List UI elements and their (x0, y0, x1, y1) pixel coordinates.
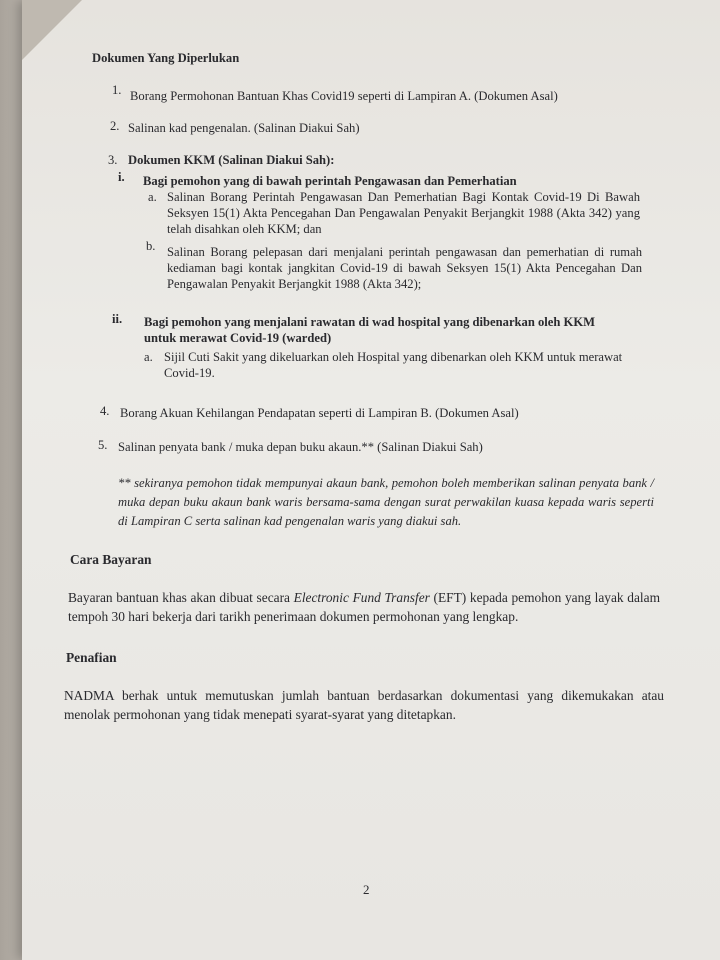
item-1-text: Borang Permohonan Bantuan Khas Covid19 seperti di Lampiran A. (Dokumen Asal) (130, 89, 558, 103)
payment-text (68, 588, 660, 626)
kkm-ii-title-line2: untuk merawat Covid-19 (warded) (144, 331, 332, 345)
page-corner-fold (22, 0, 82, 60)
kkm-i-a-num: a. (148, 190, 157, 204)
page-number: 2 (363, 882, 370, 897)
item-1-num: 1. (112, 83, 122, 97)
payment-text-part2: (EFT) kepada pemohon yang layak dalam tempoh 30 hari bekerja dari tarikh penerimaan dokumen permohonan yang lengkap. (68, 590, 660, 624)
heading-payment: Cara Bayaran (70, 552, 152, 567)
item-5-num: 5. (98, 438, 108, 452)
document-page (22, 0, 720, 960)
payment-text-eft: Electronic Fund Transfer (293, 590, 430, 605)
kkm-i-title: Bagi pemohon yang di bawah perintah Pengawasan dan Pemerhatian (143, 174, 517, 188)
kkm-ii-title-line1: Bagi pemohon yang menjalani rawatan di wad hospital yang dibenarkan oleh KKM (144, 315, 596, 329)
item-3-text: Dokumen KKM (Salinan Diakui Sah): (128, 153, 335, 167)
payment-text-part1: Bayaran bantuan khas akan dibuat secara (68, 590, 294, 605)
kkm-i-b-text: Salinan Borang pelepasan dari menjalani perintah pengawasan dan pemerhatian di rumah kediaman bagi kontak jangkitan Covid-19 di bawah Seksyen 15(1) Akta Pencegahan Dan Pengawalan Penyakit Berjangkit 1988 (Akta 342); (167, 245, 642, 291)
item-3-num: 3. (108, 153, 118, 167)
bank-note: ** sekiranya pemohon tidak mempunyai akaun bank, pemohon boleh memberikan salinan penyata bank / muka depan buku akaun bank waris bersama-sama dengan surat perwakilan kuasa kepada waris seperti di Lampiran C serta salinan kad pengenalan waris yang diakui sah. (118, 476, 654, 528)
kkm-ii-a-num: a. (144, 350, 153, 364)
disclaimer-text: NADMA berhak untuk memutuskan jumlah bantuan berdasarkan dokumentasi yang dikemukakan atau menolak permohonan yang tidak menepati syarat-syarat yang ditetapkan. (64, 688, 664, 722)
kkm-i-a-text: Salinan Borang Perintah Pengawasan Dan Pemerhatian Bagi Kontak Covid-19 Di Bawah Seksyen 15(1) Akta Pencegahan Dan Pengawalan Penyakit Berjangkit 1988 (Akta 342) yang telah disahkan oleh KKM; dan (167, 190, 640, 236)
item-2-num: 2. (110, 119, 120, 133)
kkm-i-num: i. (118, 170, 125, 184)
heading-documents: Dokumen Yang Diperlukan (92, 51, 240, 65)
item-2-text: Salinan kad pengenalan. (Salinan Diakui Sah) (128, 121, 360, 135)
heading-disclaimer: Penafian (66, 650, 117, 665)
kkm-ii-num: ii. (112, 312, 123, 326)
kkm-ii-a-text: Sijil Cuti Sakit yang dikeluarkan oleh Hospital yang dibenarkan oleh KKM untuk merawat Covid-19. (164, 350, 623, 380)
item-4-text: Borang Akuan Kehilangan Pendapatan seperti di Lampiran B. (Dokumen Asal) (120, 406, 519, 420)
item-5-text: Salinan penyata bank / muka depan buku akaun.** (Salinan Diakui Sah) (118, 440, 483, 454)
kkm-i-b-num: b. (146, 239, 156, 253)
item-4-num: 4. (100, 404, 110, 418)
